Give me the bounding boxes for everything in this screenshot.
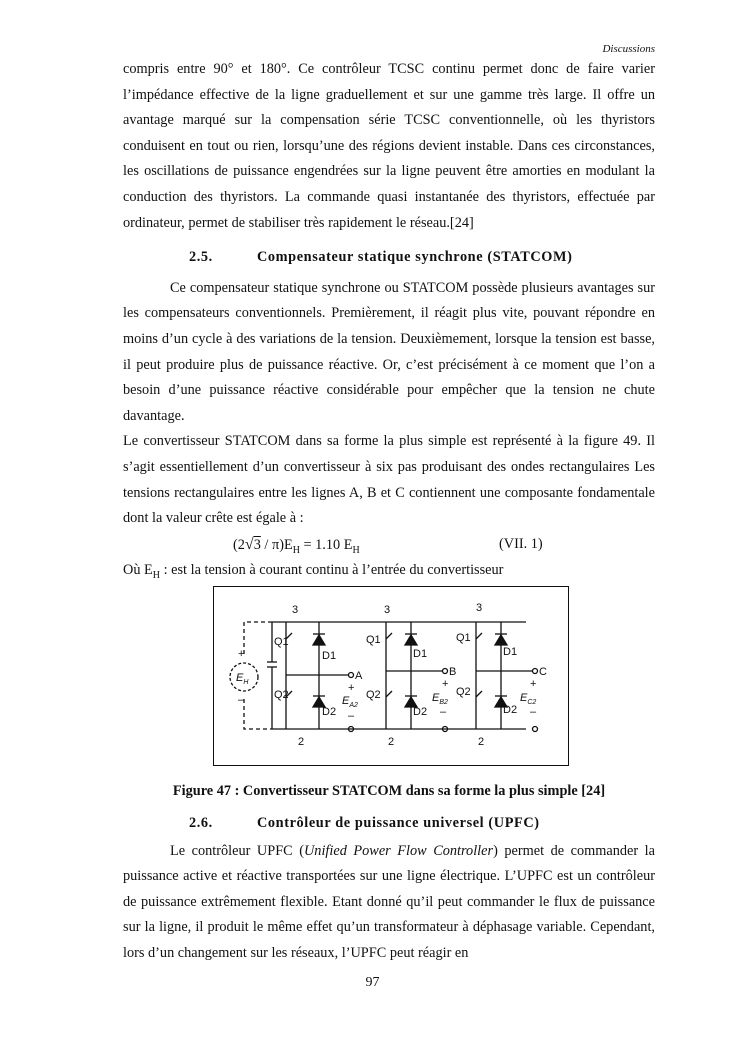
equation-expression: $(2√3 / \pi)E_H = 1.10$ $E_H$: [233, 535, 360, 556]
upper-text-block: [123, 57, 655, 588]
source-plus: +: [238, 648, 245, 660]
switch-q1-c: Q1: [456, 632, 471, 644]
source-label-eh: $E_H$: [236, 672, 249, 686]
switch-q2-c: Q2: [456, 686, 471, 698]
diode-d1-a: D1: [322, 650, 337, 662]
switch-q1-b: Q1: [366, 634, 381, 646]
paragraph-statcom-converter: Le convertisseur STATCOM dans sa forme la plus simple est représenté à la figure 49. Il s’agit essentiellement d’un convertisseur à six pas produisant des ondes rectangulaires Les tensions rectangulaires entre les lignes A, B et C contiennent une composante fondamentale dont la valeur crête est égale à :: [123, 433, 655, 527]
minus-b: –: [440, 706, 447, 718]
section-heading-upfc: [189, 811, 655, 837]
section-heading-statcom: [189, 245, 655, 271]
node-label-top-2: 3: [384, 604, 391, 616]
switch-q1-a: Q1: [274, 636, 289, 648]
plus-b: +: [442, 678, 449, 690]
switch-q2-a: Q2: [274, 689, 289, 701]
phase-label-a: A: [355, 670, 363, 682]
phase-label-c: C: [539, 666, 547, 678]
voltage-label-eb2: $E_{B2}$: [432, 692, 448, 706]
diode-d2-c: D2: [503, 704, 518, 716]
diode-d1-b: D1: [413, 648, 428, 660]
paragraph-eh-definition: Où $E_H$ : est la tension à courant continu à l’entrée du convertisseur: [123, 561, 504, 581]
source-minus: –: [238, 694, 245, 706]
phase-label-b: B: [449, 666, 457, 678]
node-label-top-1: 3: [292, 604, 299, 616]
section-title: Compensateur statique synchrone (STATCOM): [257, 249, 573, 266]
section-title: Contrôleur de puissance universel (UPFC): [257, 815, 540, 831]
figure-caption: Figure 47 : Convertisseur STATCOM dans sa forme la plus simple [24]: [172, 783, 606, 799]
leg-a: [286, 622, 354, 732]
node-label-top-3: 3: [476, 602, 483, 614]
diode-d2-b: D2: [413, 706, 428, 718]
voltage-label-ea2: $E_{A2}$: [342, 695, 358, 709]
node-label-bottom-1: 2: [298, 736, 305, 748]
voltage-label-ec2: $E_{C2}$: [520, 692, 537, 706]
paragraph-statcom-advantages: Ce compensateur statique synchrone ou STATCOM possède plusieurs avantages sur les compensateurs conventionnels. Premièrement, il réagit plus vite, pouvant répondre en moins d’un cycle à des variations de la tension. Deuxièmement, lorsque la tension est basse, il peut produire plus de puissance réactive. Or, c’est précisément à ce moment que l’on a besoin d’une puissance réactive considérable pour empêcher que la tension ne chute davantage.: [123, 279, 655, 424]
diode-d1-c: D1: [503, 646, 518, 658]
page-number: 97: [365, 975, 380, 990]
section-number: 2.5.: [189, 249, 213, 266]
paragraph-tcsc: compris entre 90° et 180°. Ce contrôleur TCSC continu permet donc de faire varier l’impédance effective de la ligne graduellement et sur une gamme très large. Il offre un avantage marqué sur la compensation série TCSC conventionnelle, où les thyristors conduisent en tout ou rien, lorsqu’une des régions devient instable. Dans ces circonstances, les oscillations de puissance engendrées sur la ligne peuvent être amorties en modulant la conduction des thyristors. La commande quasi instantanée des thyristors, effectuée par ordinateur, permet de stabiliser très rapidement le réseau.[24]: [123, 61, 655, 231]
diode-d2-a: D2: [322, 706, 337, 718]
minus-c: –: [530, 706, 537, 718]
lower-text-block: [123, 811, 655, 967]
paragraph-upfc: Le contrôleur UPFC (Unified Power Flow Controller) permet de commander la puissance active et réactive transportées sur une ligne électrique. L’UPFC est un contrôleur de puissance extrêmement flexible. Etant donné qu’il peut commander le flux de puissance sur la ligne, il produit le même effet qu’un transformateur à déphasage variable. Cependant, lors d’un changement sur les réseaux, l’UPFC peut réagir en: [123, 842, 655, 961]
statcom-circuit-figure: [213, 586, 569, 766]
section-number: 2.6.: [189, 815, 213, 831]
equation-vii-1: [123, 532, 655, 558]
running-header: Discussions: [602, 43, 655, 55]
node-label-bottom-3: 2: [478, 736, 485, 748]
equation-number: (VII. 1): [499, 535, 543, 552]
node-label-bottom-2: 2: [388, 736, 395, 748]
switch-q2-b: Q2: [366, 689, 381, 701]
plus-c: +: [530, 678, 537, 690]
minus-a: –: [348, 710, 355, 722]
plus-a: +: [348, 682, 355, 694]
statcom-circuit-diagram: [214, 587, 568, 765]
